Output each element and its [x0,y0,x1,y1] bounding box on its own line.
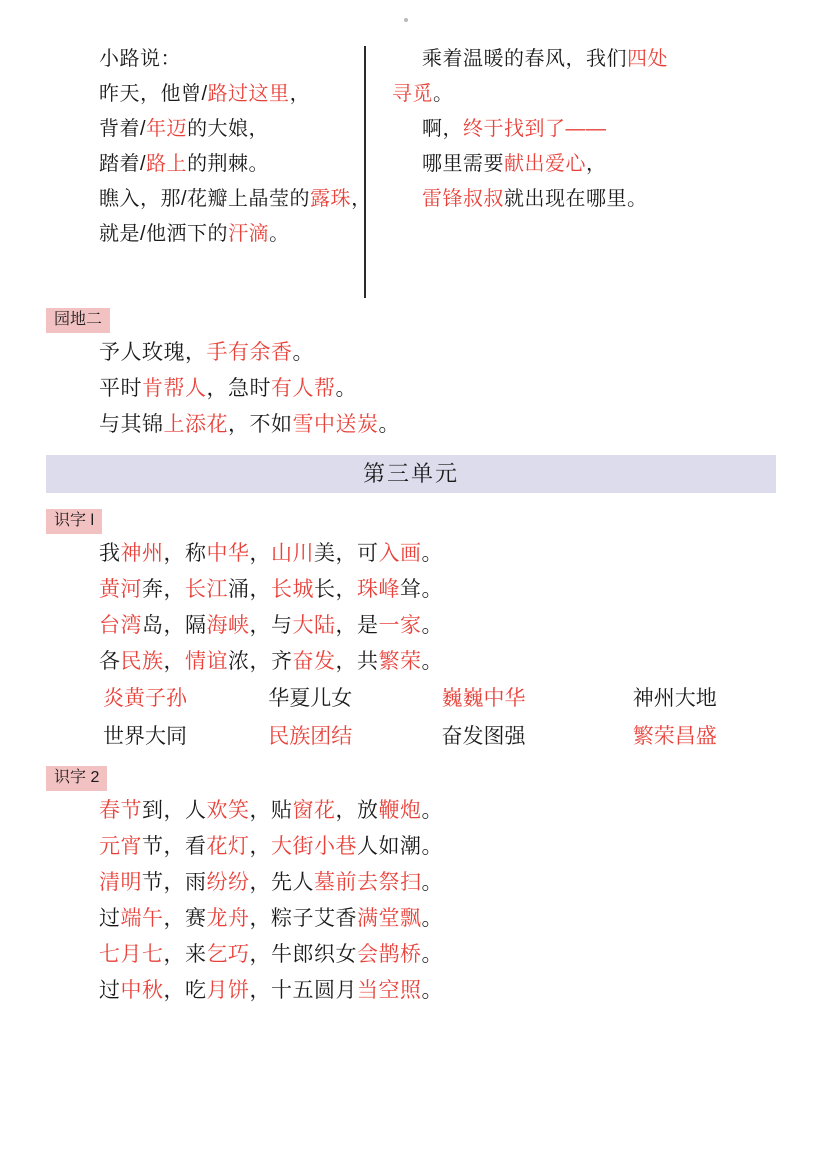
section-yuandi-er-body [46,335,776,443]
highlighted-text: 端午 [120,907,164,930]
text-line [392,182,776,217]
phrase-row [46,718,776,756]
plain-text: ，牛郎织女 [249,943,357,966]
plain-text: ，来 [163,943,207,966]
plain-text: ，放 [335,799,379,822]
plain-text: 昨天，他曾/ [99,83,208,105]
poem-two-column-block [46,42,776,298]
section-shizi-1-body [46,536,776,680]
text-line [99,77,364,112]
section-label-shizi-2: 识字 2 [46,766,107,791]
highlighted-text: 乞巧 [206,943,250,966]
plain-text: 过 [99,907,121,930]
text-line [99,937,776,973]
phrase-cell: 神州大地 [632,687,717,710]
highlighted-text: 中秋 [120,979,164,1002]
plain-text: ，十五圆月 [249,979,357,1002]
highlighted-text: 情谊 [185,650,228,673]
phrase-cell: 世界大同 [103,725,187,748]
plain-text: ， [249,835,271,858]
poem-left-column [46,42,372,298]
text-line [99,608,776,644]
highlighted-text: 雷锋叔叔 [422,188,504,210]
text-line [99,335,776,371]
plain-text: 节，雨 [142,871,207,894]
text-line [99,865,776,901]
shizi-1-lines [99,536,776,680]
highlighted-text: 鞭炮 [378,799,422,822]
highlighted-text: 墓前去祭扫 [314,871,422,894]
plain-text: ，赛 [163,907,207,930]
plain-text: 。 [421,614,443,637]
plain-text: 与其锦 [99,413,164,436]
highlighted-text: 露珠 [310,188,352,210]
plain-text: 岛，隔 [142,614,207,637]
plain-text: 。 [433,83,454,105]
highlighted-text: 长江 [185,578,228,601]
plain-text: ，与 [249,614,293,637]
phrase-row [46,680,776,718]
plain-text: 。 [292,341,314,364]
plain-text: 涌， [228,578,271,601]
plain-text: 人如潮。 [357,835,443,858]
plain-text: 。 [421,542,443,565]
highlighted-text: 路过这里 [207,83,290,105]
plain-text: 背着/ [99,118,147,140]
highlighted-text: 会鹊桥 [357,943,422,966]
highlighted-text: 神州 [120,542,164,565]
poem-right-lines [392,42,776,217]
plain-text: 浓，齐 [228,650,293,673]
phrase-cell: 炎黄子孙 [103,687,187,710]
highlighted-text: 终于找到了—— [463,118,607,140]
poem-left-lines [99,42,372,252]
text-line [99,793,776,829]
highlighted-text: 海峡 [206,614,250,637]
highlighted-text: 清明 [99,871,142,894]
plain-text: 啊， [422,118,463,140]
plain-text: 美，可 [314,542,379,565]
plain-text: ， [249,542,271,565]
section-label-yuandi-er: 园地二 [46,308,110,333]
plain-text: 平时 [99,377,142,400]
highlighted-text: 汗滴 [228,223,270,245]
highlighted-text: 元宵 [99,835,142,858]
highlighted-text: 珠峰 [357,578,400,601]
plain-text: ， [351,188,372,210]
plain-text: 。 [421,943,443,966]
text-line [99,644,776,680]
highlighted-text: 当空照 [357,979,422,1002]
section-label-shizi-1: 识字 l [46,509,102,534]
plain-text: 哪里需要 [422,153,504,175]
plain-text: 予人玫瑰， [99,341,207,364]
text-line [99,182,372,217]
plain-text: ，粽子艾香 [249,907,357,930]
plain-text: ，先人 [249,871,314,894]
highlighted-text: 纷纷 [206,871,250,894]
highlighted-text: 欢笑 [206,799,250,822]
highlighted-text: 繁荣 [378,650,422,673]
highlighted-text: 满堂飘 [357,907,422,930]
plain-text: 的荆棘。 [187,153,270,175]
highlighted-text: 路上 [146,153,188,175]
text-line [99,112,364,147]
highlighted-text: 入画 [378,542,422,565]
plain-text: 。 [269,223,290,245]
plain-text: ，共 [335,650,379,673]
plain-text: 。 [421,799,443,822]
plain-text: 小路说： [99,48,181,70]
plain-text: ，称 [163,542,207,565]
highlighted-text: 窗花 [292,799,336,822]
highlighted-text: 献出爱心 [504,153,586,175]
text-line [99,371,776,407]
highlighted-text: 台湾 [99,614,142,637]
text-line [99,901,776,937]
highlighted-text: 上添花 [163,413,228,436]
phrase-cell: 华夏儿女 [268,687,353,710]
highlighted-text: 七月七 [99,943,164,966]
shizi-2-lines [99,793,776,1009]
text-line [99,572,776,608]
shizi-1-phrase-grid [46,680,776,756]
plain-text: 乘着温暖的春风，我们 [422,48,627,70]
section-shizi-2-body [46,793,776,1009]
plain-text: 奔， [142,578,185,601]
plain-text: 。 [335,377,357,400]
plain-text: 节，看 [142,835,207,858]
plain-text: ， [289,83,311,105]
highlighted-text: 山川 [271,542,314,565]
text-line [392,77,776,112]
highlighted-text: 雪中送炭 [292,413,379,436]
highlighted-text: 有人帮 [271,377,336,400]
plain-text: 。 [421,650,443,673]
plain-text: 。 [421,907,443,930]
plain-text: 就出现在哪里。 [504,188,648,210]
highlighted-text: 龙舟 [206,907,250,930]
highlighted-text: 花灯 [206,835,250,858]
text-line [392,147,776,182]
highlighted-text: 春节 [99,799,142,822]
highlighted-text: 中华 [206,542,250,565]
plain-text: 瞧入，那/花瓣上晶莹的 [99,188,311,210]
highlighted-text: 奋发 [292,650,336,673]
text-line [392,42,776,77]
plain-text: ，贴 [249,799,293,822]
phrase-cell: 繁荣昌盛 [632,725,717,748]
highlighted-text: 寻觅 [392,83,433,105]
highlighted-text: 月饼 [206,979,250,1002]
highlighted-text: 大陆 [292,614,336,637]
plain-text: 我 [99,542,121,565]
plain-text: 的大娘， [187,118,270,140]
page-dot-mark [404,18,408,22]
plain-text: ，吃 [163,979,207,1002]
text-line [99,217,364,252]
highlighted-text: 长城 [271,578,314,601]
plain-text: ， [586,153,607,175]
plain-text: ，不如 [228,413,293,436]
phrase-cell: 民族团结 [268,725,353,748]
highlighted-text: 黄河 [99,578,142,601]
plain-text: 踏着/ [99,153,147,175]
text-line [99,973,776,1009]
text-line [99,147,364,182]
poem-right-column [366,42,776,298]
plain-text: ，是 [335,614,379,637]
plain-text: 耸。 [400,578,443,601]
text-line [392,112,776,147]
yuandi-er-lines [99,335,776,443]
plain-text: 就是/他洒下的 [99,223,229,245]
highlighted-text: 年迈 [146,118,188,140]
plain-text: ，急时 [206,377,271,400]
text-line [99,42,364,77]
plain-text: 。 [378,413,400,436]
plain-text: ， [163,650,185,673]
text-line [99,407,776,443]
highlighted-text: 民族 [120,650,164,673]
phrase-cell: 奋发图强 [441,725,526,748]
plain-text: 各 [99,650,121,673]
plain-text: 长， [314,578,357,601]
plain-text: 到，人 [142,799,207,822]
text-line [99,829,776,865]
highlighted-text: 肯帮人 [142,377,207,400]
highlighted-text: 大街小巷 [271,835,357,858]
highlighted-text: 手有余香 [206,341,293,364]
plain-text: 。 [421,871,443,894]
text-line [99,536,776,572]
highlighted-text: 四处 [627,48,668,70]
highlighted-text: 一家 [378,614,422,637]
phrase-cell: 巍巍中华 [441,687,526,710]
unit-banner-third: 第三单元 [46,455,776,493]
plain-text: 。 [421,979,443,1002]
plain-text: 过 [99,979,121,1002]
